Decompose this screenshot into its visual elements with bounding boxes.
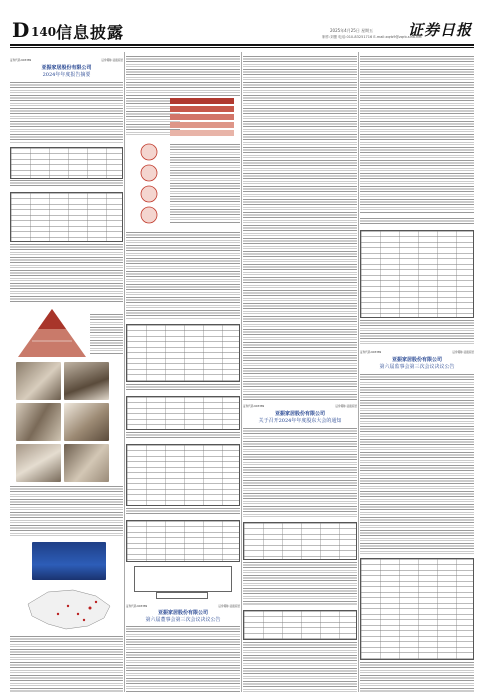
data-table bbox=[126, 520, 240, 562]
data-table bbox=[10, 192, 123, 242]
data-table bbox=[10, 147, 123, 179]
circle-icons-diagram bbox=[134, 142, 164, 226]
header-rule-thin bbox=[10, 47, 474, 48]
exhibition-banner bbox=[32, 542, 106, 580]
body-text bbox=[126, 626, 240, 692]
pyramid-diagram bbox=[16, 307, 88, 359]
body-text bbox=[126, 508, 240, 516]
article-code-line: 证券代码:603389 证券简称:亚振家居 bbox=[126, 605, 240, 608]
body-text bbox=[243, 56, 357, 400]
body-text bbox=[10, 180, 123, 188]
data-table bbox=[360, 230, 474, 318]
column-3 bbox=[243, 52, 357, 692]
body-text bbox=[360, 374, 474, 554]
product-photo bbox=[64, 362, 109, 400]
column-4 bbox=[360, 52, 474, 692]
diagram-labels bbox=[170, 144, 240, 224]
china-map bbox=[18, 584, 116, 632]
product-series-chart bbox=[166, 96, 238, 138]
column-2 bbox=[126, 52, 240, 692]
product-photo bbox=[16, 444, 61, 482]
page-letter: D bbox=[12, 18, 30, 42]
body-text bbox=[10, 244, 123, 304]
section-title: 信息披露 bbox=[56, 23, 125, 42]
article-title: 2024年年度报告摘要 bbox=[42, 72, 91, 78]
article-company: 亚振家居股份有限公司 bbox=[157, 610, 208, 616]
article-company: 亚振家居股份有限公司 bbox=[41, 65, 92, 71]
data-table bbox=[243, 610, 357, 640]
page-header bbox=[0, 0, 484, 44]
product-photo bbox=[16, 403, 61, 441]
body-text bbox=[126, 384, 240, 392]
body-text bbox=[360, 56, 474, 214]
body-text bbox=[243, 642, 357, 692]
data-table bbox=[126, 396, 240, 430]
article-code-line: 证券代码:603389 证券简称:亚振家居 bbox=[360, 351, 474, 354]
product-photo bbox=[64, 444, 109, 482]
article-title: 关于召开2024年年度股东大会的通知 bbox=[258, 418, 342, 424]
issue-date: 2025年4月25日 星期五 bbox=[330, 28, 374, 33]
editor-line: 制作:刘蕾 电话:010-83251716 E-mail:zqrb9@zqrb.sina.net bbox=[322, 35, 422, 39]
body-text bbox=[126, 432, 240, 440]
page-number: 140 bbox=[31, 25, 57, 39]
product-photo bbox=[64, 403, 109, 441]
article-code-line: 证券代码:603389 证券简称:亚振家居 bbox=[10, 59, 123, 62]
column-1 bbox=[10, 52, 123, 692]
product-photo bbox=[16, 362, 61, 400]
holding-structure-box bbox=[134, 566, 232, 592]
body-text bbox=[126, 56, 240, 96]
header-rule bbox=[10, 44, 474, 46]
body-text bbox=[360, 662, 474, 692]
body-text bbox=[360, 320, 474, 346]
body-text bbox=[10, 486, 123, 538]
body-text bbox=[243, 428, 357, 518]
holding-structure-box bbox=[156, 592, 208, 599]
newspaper-logo: 证券日报 bbox=[408, 21, 473, 39]
data-table bbox=[126, 444, 240, 506]
article-title: 第六届董事会第三次会议决议公告 bbox=[145, 617, 221, 623]
article-title: 第六届监事会第三次会议决议公告 bbox=[379, 364, 455, 370]
article-code-line: 证券代码:603389 证券简称:亚振家居 bbox=[243, 405, 357, 408]
data-table bbox=[126, 324, 240, 382]
diagram-caption bbox=[90, 314, 123, 354]
article-company: 亚振家居股份有限公司 bbox=[391, 357, 442, 363]
article-company: 亚振家居股份有限公司 bbox=[274, 411, 325, 417]
body-text bbox=[126, 232, 240, 320]
body-text bbox=[243, 562, 357, 606]
body-text bbox=[360, 218, 474, 226]
data-table bbox=[360, 558, 474, 660]
body-text bbox=[10, 82, 123, 144]
data-table bbox=[243, 522, 357, 560]
body-text bbox=[10, 636, 123, 692]
